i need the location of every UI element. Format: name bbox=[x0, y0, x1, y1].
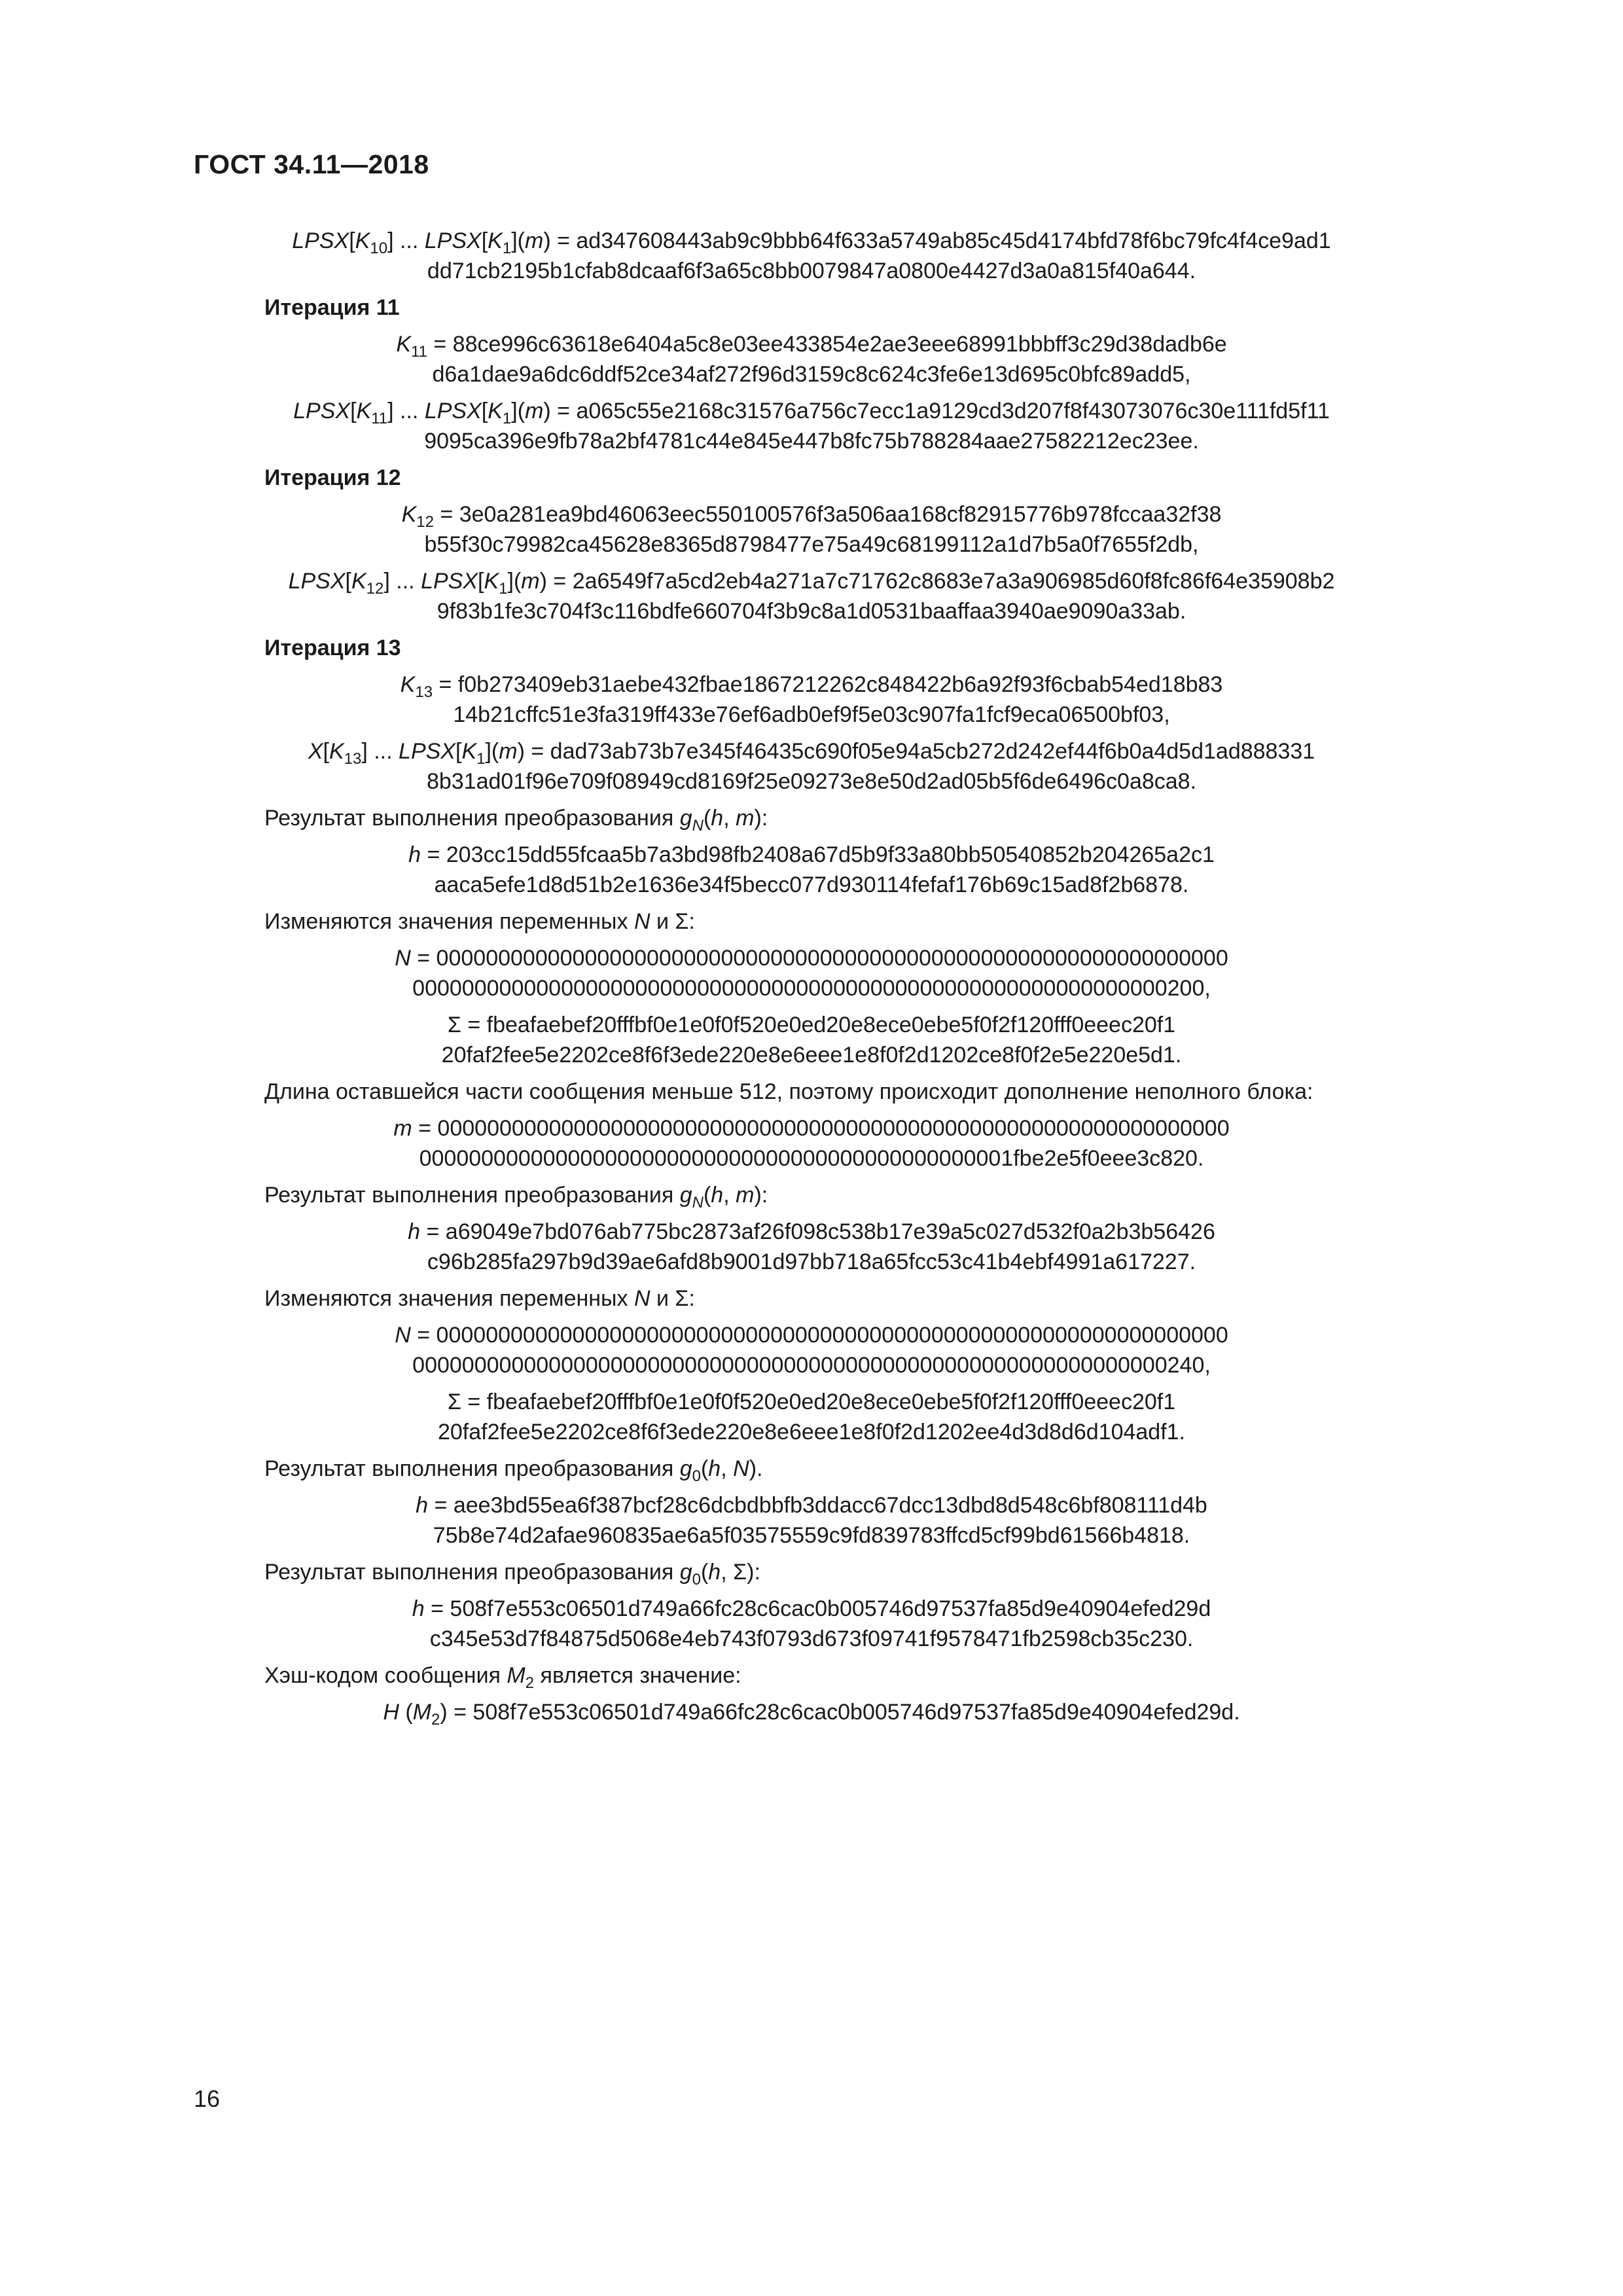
text-line: dd71cb2195b1cfab8dcaaf6f3a65c8bb0079847a0800e4427d3a0a815f40a644. bbox=[427, 259, 1196, 283]
text-line: Длина оставшейся части сообщения меньше 512, поэтому происходит дополнение неполного блока: bbox=[264, 1079, 1313, 1104]
text-line: d6a1dae9a6dc6ddf52ce34af272f96d3159c8c624c3fe6e13d695c0bfc89add5, bbox=[432, 362, 1191, 387]
text-line: Хэш-кодом сообщения $M_2$ является значение: bbox=[264, 1663, 741, 1692]
text-line: $K_{11}$ = 88ce996c63618e6404a5c8e03ee433854e2ae3eee68991bbbff3c29d38dadb6e bbox=[396, 332, 1227, 361]
text-line: Результат выполнения преобразования $g_N(h$, m): bbox=[264, 1183, 768, 1211]
text-line: h = a69049e7bd076ab775bc2873af26f098c538b17e39a5c027d532f0a2b3b56426 bbox=[408, 1219, 1215, 1244]
text-line: $K_{13}$ = f0b273409eb31aebe432fbae1867212262c848422b6a92f93f6cbab54ed18b83 bbox=[400, 672, 1223, 701]
text-line: 20faf2fee5e2202ce8f6f3ede220e8e6eee1e8f0f2d1202ce8f0f2e5e220e5d1. bbox=[441, 1043, 1182, 1067]
text-line: $X[K_{13}]$ ... $LPSX[K_1](m) = dad73ab73b7e345f46435c690f05e94a5cb272d242ef44f6b0a4d5d1ad888331$ bbox=[308, 739, 1315, 768]
text-line: h = 508f7e553c06501d749a66fc28c6cac0b005746d97537fa85d9e40904efed29d bbox=[412, 1596, 1211, 1621]
text-line: Результат выполнения преобразования $g_N(h$, m): bbox=[264, 806, 768, 834]
text-line: 14b21cffc51e3fa319ff433e76ef6adb0ef9f5e03c907fa1fcf9eca06500bf03, bbox=[453, 702, 1170, 727]
text-line: $LPSX[K_{11}]$ ... $LPSX[K_1](m) = a065c55e2168c31576a756c7ecc1a9129cd3d207f8f43073076c30e111fd5f11$ bbox=[293, 399, 1330, 427]
text-line: N = 0000000000000000000000000000000000000000000000000000000000000000 bbox=[395, 1323, 1228, 1348]
text-line: 8b31ad01f96e709f08949cd8169f25e09273e8e50d2ad05b5f6de6496c0a8ca8. bbox=[426, 769, 1197, 794]
hash-result-line: H $(M_2)$ = 508f7e553c06501d749a66fc28c6cac0b005746d97537fa85d9e40904efed29d. bbox=[383, 1700, 1240, 1729]
text-line: 75b8e74d2afae960835ae6a5f03575559c9fd839783ffcd5cf99bd61566b4818. bbox=[433, 1523, 1190, 1548]
iteration-heading: Итерация 13 bbox=[264, 636, 401, 660]
text-line: m = 0000000000000000000000000000000000000000000000000000000000000000 bbox=[393, 1116, 1230, 1141]
text-line: Результат выполнения преобразования $g_0(h$, Σ): bbox=[264, 1560, 760, 1588]
text-line: $LPSX[K_{10}]$ ... $LPSX[K_1](m) = ad347608443ab9c9bbb64f633a5749ab85c45d4174bfd78f6bc79fc4f4ce9ad1$ bbox=[292, 228, 1331, 257]
text-line: 9095ca396e9fb78a2bf4781c44e845e447b8fc75b788284aae27582212ec23ee. bbox=[424, 429, 1199, 454]
text-line: Σ = fbeafaebef20fffbf0e1e0f0f520e0ed20e8ece0ebe5f0f2f120fff0eeec20f1 bbox=[447, 1390, 1176, 1414]
text-line: $LPSX[K_{12}]$ ... $LPSX[K_1](m) = 2a6549f7a5cd2eb4a271a7c71762c8683e7a3a906985d60f8fc86f64e35908b2$ bbox=[288, 569, 1335, 598]
text-line: N = 0000000000000000000000000000000000000000000000000000000000000000 bbox=[395, 946, 1228, 971]
text-line: c345e53d7f84875d5068e4eb743f0793d673f09741f9578471fb2598cb35c230. bbox=[429, 1626, 1194, 1651]
text-line: $K_{12}$ = 3e0a281ea9bd46063eec550100576f3a506aa168cf82915776b978fccaa32f38 bbox=[401, 502, 1222, 531]
text-line: 9f83b1fe3c704f3c116bdfe660704f3b9c8a1d0531baaffaa3940ae9090a33ab. bbox=[437, 599, 1186, 624]
iteration-heading: Итерация 11 bbox=[264, 295, 400, 320]
text-line: b55f30c79982ca45628e8365d8798477e75a49c68199112a1d7b5a0f7655f2db, bbox=[424, 532, 1199, 557]
text-line: 0000000000000000000000000000000000000000000000000000000000000200, bbox=[412, 976, 1211, 1001]
text-line: 20faf2fee5e2202ce8f6f3ede220e8e6eee1e8f0f2d1202ee4d3d8d6d104adf1. bbox=[437, 1420, 1186, 1444]
page-number: 16 bbox=[194, 2085, 221, 2112]
text-line: Изменяются значения переменных N и Σ: bbox=[264, 909, 695, 934]
text-line: h = aee3bd55ea6f387bcf28c6dcbdbbfb3ddacc67dcc13dbd8d548c6bf808111d4b bbox=[416, 1493, 1207, 1518]
text-line: Результат выполнения преобразования $g_0(h$, N). bbox=[264, 1456, 763, 1485]
text-line: 000000000000000000000000000000000000000000000001fbe2e5f0eee3c820. bbox=[419, 1146, 1204, 1171]
document-body bbox=[0, 226, 1623, 1727]
text-line: Σ = fbeafaebef20fffbf0e1e0f0f520e0ed20e8ece0ebe5f0f2f120fff0eeec20f1 bbox=[447, 1013, 1176, 1037]
text-line: 0000000000000000000000000000000000000000000000000000000000000240, bbox=[412, 1353, 1211, 1378]
text-line: h = 203cc15dd55fcaa5b7a3bd98fb2408a67d5b9f33a80bb50540852b204265a2c1 bbox=[408, 842, 1215, 867]
text-line: c96b285fa297b9d39ae6afd8b9001d97bb718a65fcc53c41b4ebf4991a617227. bbox=[427, 1249, 1196, 1274]
page-header-standard-id: ГОСТ 34.11—2018 bbox=[194, 149, 429, 179]
text-line: aaca5efe1d8d51b2e1636e34f5becc077d930114fefaf176b69c15ad8f2b6878. bbox=[434, 872, 1189, 897]
iteration-heading: Итерация 12 bbox=[264, 465, 401, 490]
text-line: Изменяются значения переменных N и Σ: bbox=[264, 1286, 695, 1311]
